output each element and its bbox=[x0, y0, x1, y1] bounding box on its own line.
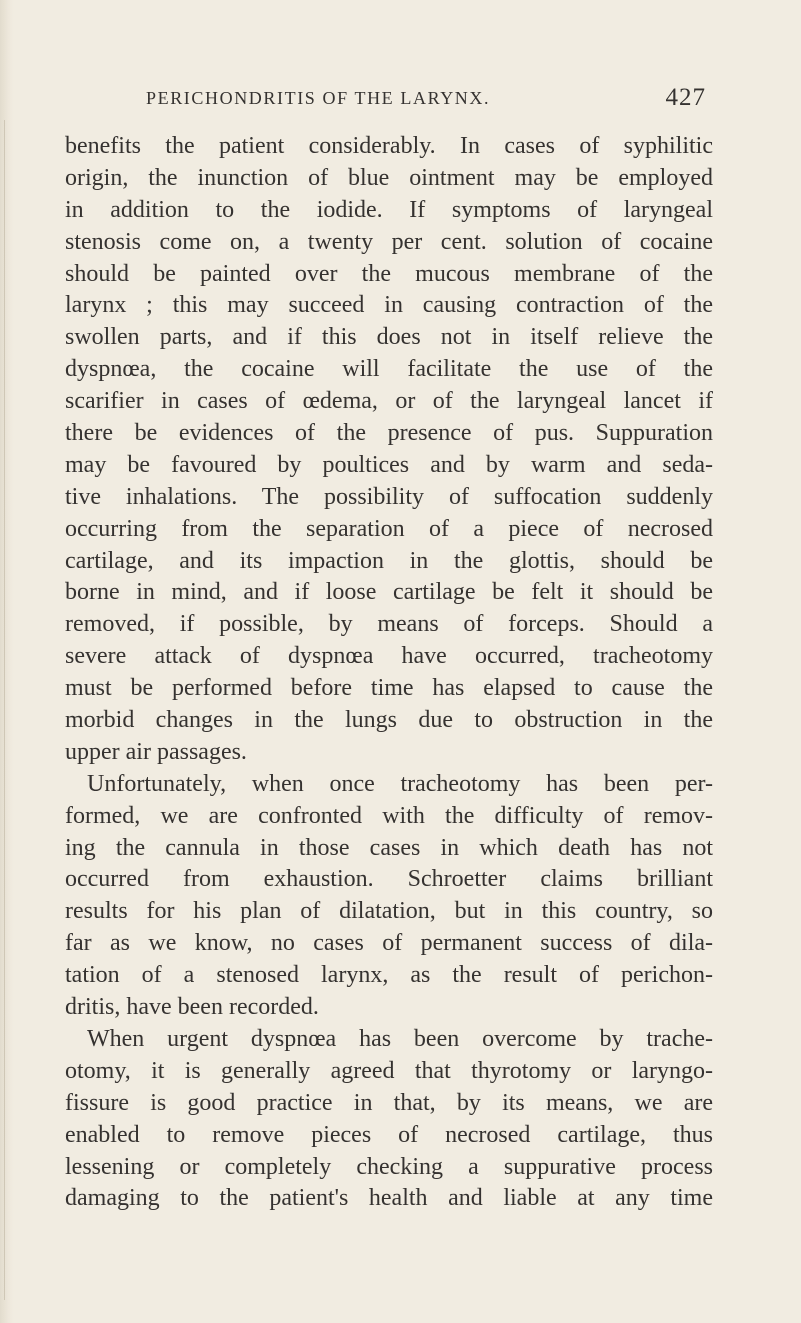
text-line: stenosis come on, a twenty per cent. solution of cocaine bbox=[65, 228, 713, 255]
text-line: formed, we are confronted with the difficulty of remov- bbox=[65, 802, 713, 829]
running-title: PERICHONDRITIS OF THE LARYNX. bbox=[146, 88, 491, 108]
text-line: occurred from exhaustion. Schroetter claims brilliant bbox=[65, 866, 713, 893]
body-text bbox=[65, 131, 713, 1215]
text-line: benefits the patient considerably. In cases of syphilitic bbox=[65, 133, 713, 159]
text-line: damaging to the patient's health and liable at any time bbox=[65, 1185, 713, 1212]
text-line: should be painted over the mucous membrane of the bbox=[65, 260, 713, 287]
text-line: otomy, it is generally agreed that thyrotomy or laryngo- bbox=[65, 1057, 713, 1084]
text-line: fissure is good practice in that, by its means, we are bbox=[65, 1089, 713, 1116]
text-line: occurring from the separation of a piece of necrosed bbox=[65, 515, 713, 542]
text-line: scarifier in cases of œdema, or of the laryngeal lancet if bbox=[65, 388, 713, 415]
paragraph-start-line: When urgent dyspnœa has been overcome by trache- bbox=[87, 1025, 713, 1052]
text-line: origin, the inunction of blue ointment may be employed bbox=[65, 164, 713, 191]
paragraph-start-line: Unfortunately, when once tracheotomy has been per- bbox=[87, 770, 713, 797]
paragraph-end-line: dritis, have been recorded. bbox=[65, 994, 319, 1021]
paragraph-end-line: upper air passages. bbox=[65, 738, 247, 765]
text-line: results for his plan of dilatation, but in this country, so bbox=[65, 898, 713, 925]
text-line: ing the cannula in those cases in which death has not bbox=[65, 834, 713, 861]
text-line: may be favoured by poultices and by warm and seda- bbox=[65, 451, 713, 478]
text-line: there be evidences of the presence of pus. Suppuration bbox=[65, 420, 713, 447]
text-line: lessening or completely checking a suppurative process bbox=[65, 1153, 713, 1180]
page-gutter-line bbox=[4, 120, 5, 1300]
page-gutter-shadow bbox=[0, 0, 14, 1323]
text-line: in addition to the iodide. If symptoms of laryngeal bbox=[65, 196, 713, 223]
text-line: severe attack of dyspnœa have occurred, tracheotomy bbox=[65, 643, 713, 670]
running-header bbox=[146, 84, 706, 114]
text-line: cartilage, and its impaction in the glottis, should be bbox=[65, 547, 713, 574]
text-line: dyspnœa, the cocaine will facilitate the use of the bbox=[65, 356, 713, 383]
text-line: morbid changes in the lungs due to obstruction in the bbox=[65, 707, 713, 734]
text-line: far as we know, no cases of permanent success of dila- bbox=[65, 930, 713, 957]
text-line: tive inhalations. The possibility of suffocation suddenly bbox=[65, 483, 713, 510]
text-line: must be performed before time has elapsed to cause the bbox=[65, 675, 713, 702]
text-line: enabled to remove pieces of necrosed cartilage, thus bbox=[65, 1121, 713, 1148]
text-line: borne in mind, and if loose cartilage be felt it should be bbox=[65, 579, 713, 606]
page-number: 427 bbox=[665, 84, 706, 111]
text-line: removed, if possible, by means of forceps. Should a bbox=[65, 611, 713, 638]
text-line: swollen parts, and if this does not in itself relieve the bbox=[65, 324, 713, 351]
text-line: tation of a stenosed larynx, as the result of perichon- bbox=[65, 962, 713, 989]
text-line: larynx ; this may succeed in causing contraction of the bbox=[65, 292, 713, 319]
